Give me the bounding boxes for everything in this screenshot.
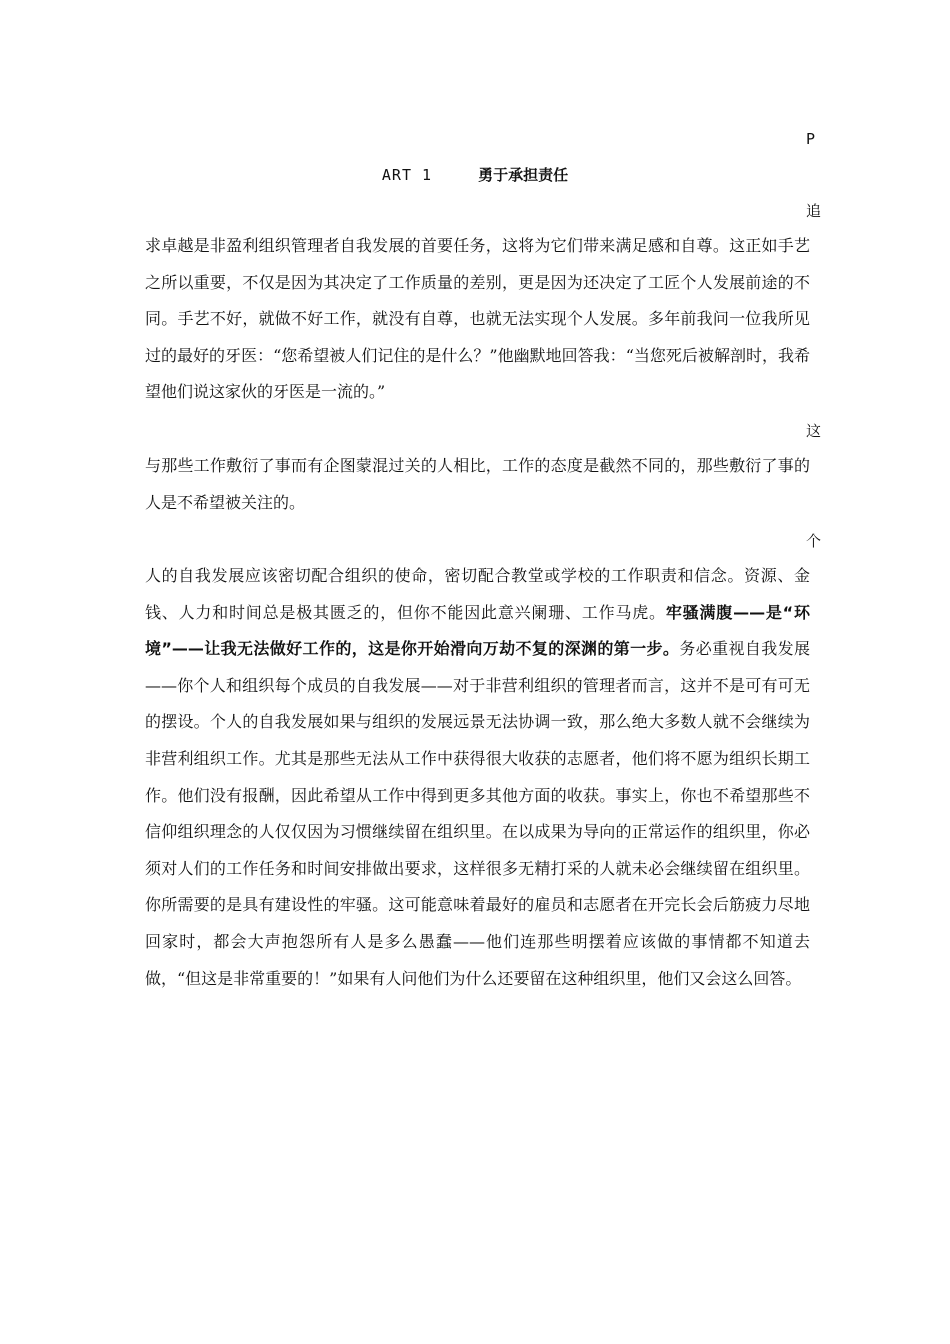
paragraph-3 (145, 558, 810, 997)
paragraph-1-lead-char: 追 (806, 202, 822, 220)
chapter-title: 勇于承担责任 (478, 166, 569, 184)
paragraph-2-lead-char: 这 (806, 422, 822, 440)
paragraph-3-text-after: 务必重视自我发展——你个人和组织每个成员的自我发展——对于非营利组织的管理者而言，这并不是可有可无的摆设。个人的自我发展如果与组织的发展远景无法协调一致，那么绝大多数人就不会继续为非营利组织工作。尤其是那些无法从工作中获得很大收获的志愿者，他们将不愿为组织长期工作。他们没有报酬，因此希望从工作中得到更多其他方面的收获。事实上，你也不希望那些不信仰组织理念的人仅仅因为习惯继续留在组织里。在以成果为导向的正常运作的组织里，你必须对人们的工作任务和时间安排做出要求，这样很多无精打采的人就未必会继续留在组织里。你所需要的是具有建设性的牢骚。这可能意味着最好的雇员和志愿者在开完长会后筋疲力尽地回家时，都会大声抱怨所有人是多么愚蠢——他们连那些明摆着应该做的事情都不知道去做，“但这是非常重要的！”如果有人问他们为什么还要留在这种组织里，他们又会这么回答。 (145, 639, 810, 988)
paragraph-2: 与那些工作敷衍了事而有企图蒙混过关的人相比，工作的态度是截然不同的，那些敷衍了事的人是不希望被关注的。 (145, 456, 810, 512)
paragraph-3-bold-emphasis: 牢骚满腹——是“环境”——让我无法做好工作的，这是你开始滑向万劫不复的深渊的第一步。 (145, 602, 810, 659)
part-label: ART 1 (381, 166, 433, 184)
chapter-heading (0, 164, 950, 186)
paragraph-3-text-before: 人的自我发展应该密切配合组织的使命，密切配合教堂或学校的工作职责和信念。资源、金钱、人力和时间总是极其匮乏的，但你不能因此意兴阑珊、工作马虎。 (145, 566, 810, 622)
paragraph-3-lead-char: 个 (806, 532, 822, 550)
margin-letter: P (806, 130, 816, 148)
paragraph-1: 求卓越是非盈利组织管理者自我发展的首要任务，这将为它们带来满足感和自尊。这正如手艺之所以重要，不仅是因为其决定了工作质量的差别，更是因为还决定了工匠个人发展前途的不同。手艺不好，就做不好工作，就没有自尊，也就无法实现个人发展。多年前我问一位我所见过的最好的牙医：“您希望被人们记住的是什么？”他幽默地回答我：“当您死后被解剖时，我希望他们说这家伙的牙医是一流的。” (145, 236, 810, 402)
